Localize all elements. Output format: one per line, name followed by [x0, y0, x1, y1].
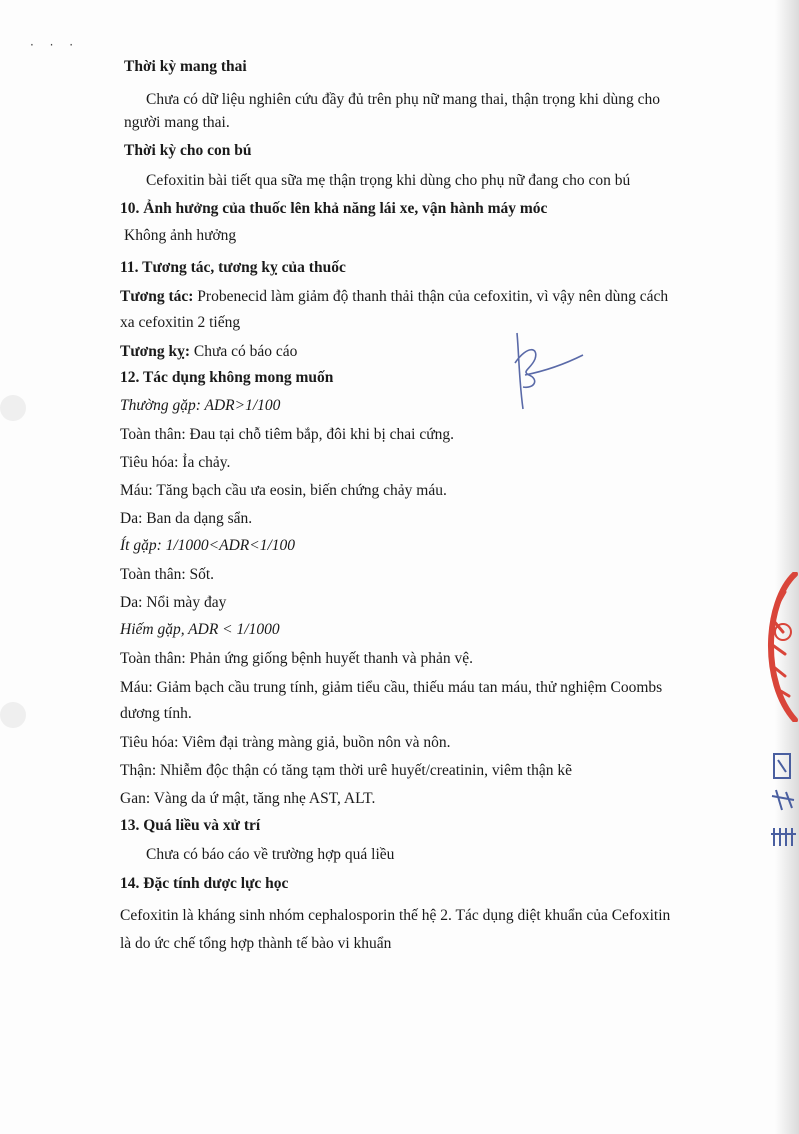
paragraph-line — [120, 342, 297, 362]
paragraph-line: Gan: Vàng da ứ mật, tăng nhẹ AST, ALT. — [120, 790, 376, 807]
paragraph-line: người mang thai. — [124, 114, 230, 131]
frequency-heading: Hiếm gặp, ADR < 1/1000 — [120, 621, 280, 638]
paragraph-line: Tiêu hóa: Ỉa chảy. — [120, 454, 231, 471]
scan-artifact-circle — [0, 702, 26, 728]
paragraph-line: Cefoxitin là kháng sinh nhóm cephalosporin thế hệ 2. Tác dụng diệt khuẩn của Cefoxitin — [120, 907, 671, 924]
section-heading-13: 13. Quá liều và xử trí — [120, 817, 261, 834]
interaction-text: Probenecid làm giảm độ thanh thải thận của cefoxitin, vì vậy nên dùng cách — [193, 288, 669, 305]
heading-breastfeeding: Thời kỳ cho con bú — [124, 142, 252, 159]
incompatibility-label: Tương kỵ: — [120, 343, 190, 360]
cut-off-text-marks — [768, 748, 799, 858]
heading-pregnancy: Thời kỳ mang thai — [124, 58, 247, 75]
scan-artifact-dots: · · · — [30, 38, 80, 52]
paragraph-line: Toàn thân: Phản ứng giống bệnh huyết thanh và phản vệ. — [120, 650, 473, 667]
frequency-heading: Ít gặp: 1/1000<ADR<1/100 — [120, 537, 296, 554]
paragraph-line: Không ảnh hưởng — [124, 227, 237, 244]
handwritten-signature — [505, 325, 585, 415]
section-heading-14: 14. Đặc tính dược lực học — [120, 875, 289, 892]
red-stamp-edge — [755, 572, 799, 722]
paragraph-line: Máu: Tăng bạch cầu ưa eosin, biến chứng chảy máu. — [120, 482, 447, 499]
paragraph-line: xa cefoxitin 2 tiếng — [120, 314, 241, 331]
paragraph-line: Cefoxitin bài tiết qua sữa mẹ thận trọng khi dùng cho phụ nữ đang cho con bú — [146, 172, 631, 189]
interaction-label: Tương tác: — [120, 288, 194, 305]
scan-artifact-circle — [0, 395, 26, 421]
paragraph-line — [120, 287, 668, 307]
section-heading-11: 11. Tương tác, tương kỵ của thuốc — [120, 259, 346, 276]
paragraph-line: là do ức chế tổng hợp thành tế bào vi khuẩn — [120, 935, 392, 952]
paragraph-line: Da: Nổi mày đay — [120, 594, 227, 611]
paragraph-line: Máu: Giảm bạch cầu trung tính, giảm tiểu cầu, thiếu máu tan máu, thử nghiệm Coombs — [120, 679, 663, 696]
section-heading-10: 10. Ảnh hưởng của thuốc lên khả năng lái xe, vận hành máy móc — [120, 200, 548, 217]
paragraph-line: Chưa có báo cáo về trường hợp quá liều — [146, 846, 395, 863]
scan-edge-shadow — [775, 0, 799, 1134]
section-heading-12: 12. Tác dụng không mong muốn — [120, 369, 334, 386]
paragraph-line: dương tính. — [120, 705, 192, 722]
frequency-heading: Thường gặp: ADR>1/100 — [120, 397, 281, 414]
incompatibility-text: Chưa có báo cáo — [190, 343, 298, 360]
paragraph-line: Toàn thân: Sốt. — [120, 566, 215, 583]
paragraph-line: Thận: Nhiễm độc thận có tăng tạm thời urê huyết/creatinin, viêm thận kẽ — [120, 762, 572, 779]
paragraph-line: Toàn thân: Đau tại chỗ tiêm bắp, đôi khi bị chai cứng. — [120, 426, 455, 443]
paragraph-line: Tiêu hóa: Viêm đại tràng màng giả, buồn nôn và nôn. — [120, 734, 451, 751]
paragraph-line: Da: Ban da dạng sẩn. — [120, 510, 253, 527]
paragraph-line: Chưa có dữ liệu nghiên cứu đầy đủ trên phụ nữ mang thai, thận trọng khi dùng cho — [146, 91, 661, 108]
